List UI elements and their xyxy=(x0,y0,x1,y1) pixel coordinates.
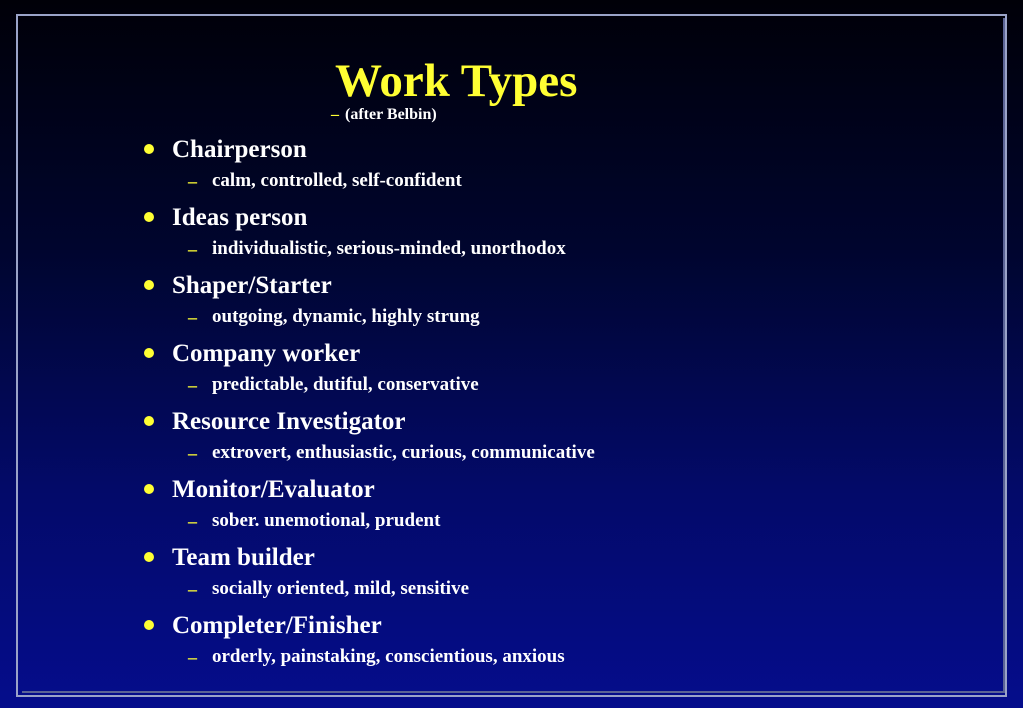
bullet-icon xyxy=(144,484,154,494)
slide-border-shadow xyxy=(22,18,1005,693)
bullet-icon xyxy=(144,416,154,426)
subtitle-text: (after Belbin) xyxy=(345,106,437,123)
bullet-icon xyxy=(144,144,154,154)
item-title: Chairperson xyxy=(172,136,307,163)
item-description: predictable, dutiful, conservative xyxy=(212,374,479,395)
item-title: Monitor/Evaluator xyxy=(172,476,375,503)
subtitle-dash: – xyxy=(331,106,339,123)
item-description: sober. unemotional, prudent xyxy=(212,510,441,531)
dash-icon: – xyxy=(188,307,197,327)
slide-title: Work Types xyxy=(335,55,578,107)
item-description: socially oriented, mild, sensitive xyxy=(212,578,470,599)
item-title: Ideas person xyxy=(172,204,308,231)
dash-icon: – xyxy=(188,375,197,395)
bullet-icon xyxy=(144,620,154,630)
dash-icon: – xyxy=(188,171,197,191)
item-description: calm, controlled, self-confident xyxy=(212,170,462,191)
item-title: Completer/Finisher xyxy=(172,612,382,639)
item-description: individualistic, serious-minded, unorthodox xyxy=(212,238,566,259)
item-description: orderly, painstaking, conscientious, anxious xyxy=(212,646,565,667)
dash-icon: – xyxy=(188,443,197,463)
dash-icon: – xyxy=(188,579,197,599)
bullet-icon xyxy=(144,552,154,562)
dash-icon: – xyxy=(188,647,197,667)
item-description: outgoing, dynamic, highly strung xyxy=(212,306,480,327)
item-title: Shaper/Starter xyxy=(172,272,332,299)
bullet-icon xyxy=(144,212,154,222)
item-title: Company worker xyxy=(172,340,361,367)
bullet-icon xyxy=(144,280,154,290)
item-title: Resource Investigator xyxy=(172,408,406,435)
dash-icon: – xyxy=(188,239,197,259)
item-description: extrovert, enthusiastic, curious, communicative xyxy=(212,442,595,463)
slide-subtitle xyxy=(331,107,437,123)
item-title: Team builder xyxy=(172,544,315,571)
bullet-icon xyxy=(144,348,154,358)
dash-icon: – xyxy=(188,511,197,531)
